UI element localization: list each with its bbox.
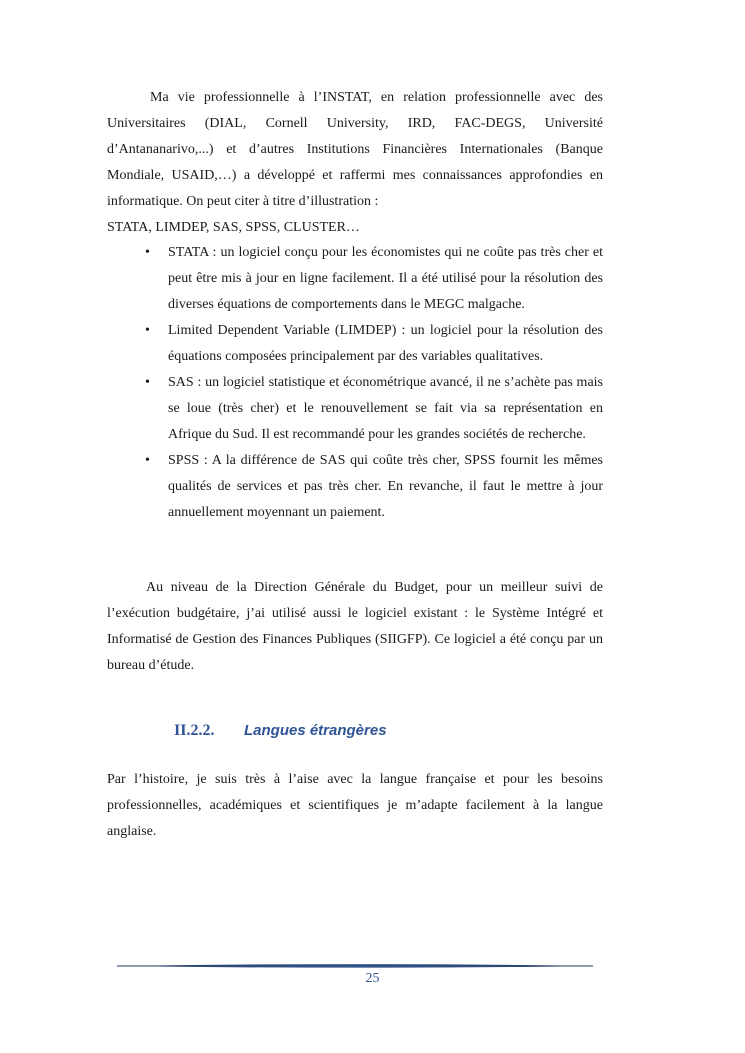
intro-paragraph: Ma vie professionnelle à l’INSTAT, en relation professionnelle avec des Universitaires (DIAL, Cornell University, IRD, FAC-DEGS, Université d’Antananarivo,...) et d’autres Institutions Financières Internationales (Banque Mondiale, USAID,…) a développé et raffermi mes connaissances approfondies en informatique. On peut citer à titre d’illustration :	[107, 90, 603, 209]
bullet-text-stata: STATA : un logiciel conçu pour les économistes qui ne coûte pas très cher et peut être mis à jour en ligne facilement. Il a été utilisé pour la résolution des diverses équations de comportements dans le MEGC malgache.	[168, 245, 603, 312]
page-number: 25	[365, 971, 380, 986]
list-item	[107, 240, 603, 318]
list-item	[107, 370, 603, 448]
budget-paragraph: Au niveau de la Direction Générale du Budget, pour un meilleur suivi de l’exécution budgétaire, j’ai utilisé aussi le logiciel existant : le Système Intégré et Informatisé de Gestion des Finances Publiques (SIIGFP). Ce logiciel a été conçu par un bureau d’étude.	[107, 580, 603, 673]
bullet-icon: •	[145, 375, 150, 390]
bullet-text-limdep: Limited Dependent Variable (LIMDEP) : un logiciel pour la résolution des équations composées principalement par des variables qualitatives.	[168, 323, 603, 364]
section-number: II.2.2.	[174, 722, 215, 739]
bullet-icon: •	[145, 245, 150, 260]
list-item	[107, 318, 603, 370]
list-item	[107, 448, 603, 526]
section-heading	[174, 718, 387, 744]
footer-divider	[117, 962, 593, 970]
software-list-title: STATA, LIMDEP, SAS, SPSS, CLUSTER…	[107, 220, 360, 235]
bullet-icon: •	[145, 323, 150, 338]
bullet-text-sas: SAS : un logiciel statistique et économétrique avancé, il ne s’achète pas mais se loue (très cher) et le renouvellement se fait via sa représentation en Afrique du Sud. Il est recommandé pour les grandes sociétés de recherche.	[168, 375, 603, 442]
languages-paragraph: Par l’histoire, je suis très à l’aise avec la langue française et pour les besoins professionnelles, académiques et scientifiques je m’adapte facilement à la langue anglaise.	[107, 772, 603, 839]
bullet-icon: •	[145, 453, 150, 468]
section-title: Langues étrangères	[244, 722, 387, 739]
bullet-text-spss: SPSS : A la différence de SAS qui coûte très cher, SPSS fournit les mêmes qualités de services et pas très cher. En revanche, il faut le mettre à jour annuellement moyennant un paiement.	[168, 453, 603, 520]
software-bullet-list	[107, 240, 603, 526]
